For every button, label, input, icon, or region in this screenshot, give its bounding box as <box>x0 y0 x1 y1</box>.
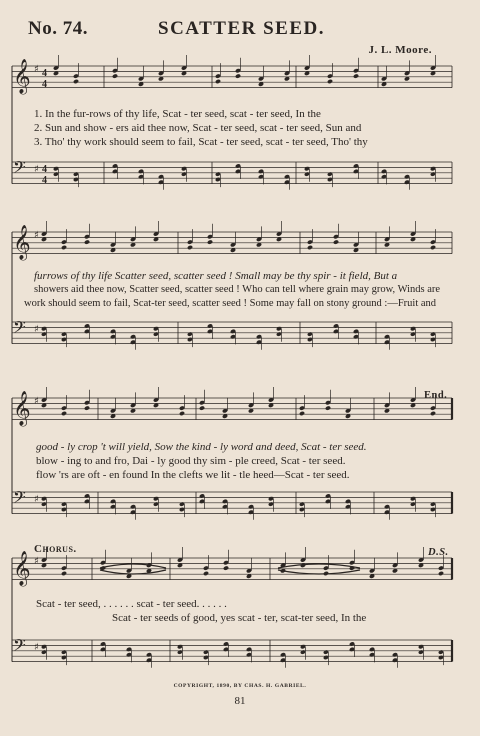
note-head <box>235 73 241 78</box>
system3-verse3-lyric: flow 'rs are oft - en found In the clefts we lit - tle heed—Scat - ter seed. <box>36 469 350 481</box>
note-head <box>84 239 90 244</box>
ds-mark: D.S. <box>428 547 449 558</box>
chorus-label: Chorus. <box>34 543 77 555</box>
time-signature: 4 <box>42 164 47 175</box>
bass-clef-icon: 𝄢 <box>13 635 26 659</box>
sharp-icon: ♯ <box>34 64 39 75</box>
note-head <box>84 405 90 410</box>
note-head <box>327 79 333 84</box>
tie-slur <box>278 564 360 568</box>
note-head <box>430 411 436 416</box>
note-head <box>61 571 67 576</box>
sharp-icon: ♯ <box>34 494 39 505</box>
page-number: 81 <box>234 695 246 707</box>
system2-verse3-lyric: work should seem to fail, Scat-ter seed, scatter seed ! Some may fall on stony ground :—Fruit and <box>24 298 437 309</box>
note-head <box>353 73 359 78</box>
system3-verse2-lyric: blow - ing to and fro, Dai - ly good thy sim - ple creed, Scat - ter seed. <box>36 455 346 467</box>
note-head <box>299 411 305 416</box>
sharp-icon: ♯ <box>34 642 39 653</box>
system2-verse1-lyric: furrows of thy life Scatter seed, scatter seed ! Small may be thy spir - it field, But a <box>34 270 398 282</box>
system2-verse2-lyric: showers aid thee now, Scatter seed, scatter seed ! Who can tell where grain may grow, Winds are <box>34 284 441 295</box>
tie-slur <box>100 570 166 574</box>
note-head <box>325 405 331 410</box>
note-head <box>187 245 193 250</box>
note-head <box>333 239 339 244</box>
note-head <box>203 571 209 576</box>
time-signature: 4 <box>42 79 47 90</box>
hymn-title: SCATTER SEED. <box>158 18 325 39</box>
bass-clef-icon: 𝄢 <box>13 317 26 341</box>
bass-clef-icon: 𝄢 <box>13 487 26 511</box>
treble-clef-icon: 𝄞 <box>13 551 31 586</box>
system1-verse3-lyric: 3. Tho' thy work should seem to fail, Scat - ter seed, scat - ter seed, Tho' thy <box>34 136 368 148</box>
system3-verse1-lyric: good - ly crop 't will yield, Sow the kind - ly word and deed, Scat - ter seed. <box>36 441 367 453</box>
sharp-icon: ♯ <box>34 164 39 175</box>
note-head <box>179 411 185 416</box>
note-head <box>199 405 205 410</box>
chorus-bass-lyric: Scat - ter seeds of good, yes scat - ter, scat-ter seed, In the <box>112 612 367 624</box>
treble-clef-icon: 𝄞 <box>13 225 31 260</box>
note-head <box>307 245 313 250</box>
sharp-icon: ♯ <box>34 324 39 335</box>
treble-clef-icon: 𝄞 <box>13 391 31 426</box>
chorus-treble-lyric: Scat - ter seed, . . . . . . scat - ter seed. . . . . . <box>36 598 227 610</box>
system1-verse1-lyric: 1. In the fur-rows of thy life, Scat - ter seed, scat - ter seed, In the <box>34 108 321 120</box>
tie-slur <box>100 564 166 568</box>
time-signature: 4 <box>42 68 47 79</box>
sharp-icon: ♯ <box>34 556 39 567</box>
note-head <box>73 79 79 84</box>
treble-clef-icon: 𝄞 <box>13 59 31 94</box>
note-head <box>223 565 229 570</box>
bass-clef-icon: 𝄢 <box>13 157 26 181</box>
note-head <box>438 571 444 576</box>
time-signature: 4 <box>42 175 47 186</box>
sharp-icon: ♯ <box>34 230 39 241</box>
note-head <box>207 239 213 244</box>
copyright-notice: COPYRIGHT, 1890, BY CHAS. H. GABRIEL. <box>173 683 307 689</box>
sharp-icon: ♯ <box>34 396 39 407</box>
note-head <box>61 245 67 250</box>
end-mark: End. <box>424 390 448 401</box>
note-head <box>430 245 436 250</box>
note-head <box>61 411 67 416</box>
composer-credit: J. L. Moore. <box>368 44 432 56</box>
hymn-number: No. 74. <box>28 18 88 39</box>
note-head <box>112 73 118 78</box>
tie-slur <box>278 570 360 574</box>
system1-verse2-lyric: 2. Sun and show - ers aid thee now, Scat - ter seed, scat - ter seed, Sun and <box>34 122 362 134</box>
note-head <box>215 79 221 84</box>
